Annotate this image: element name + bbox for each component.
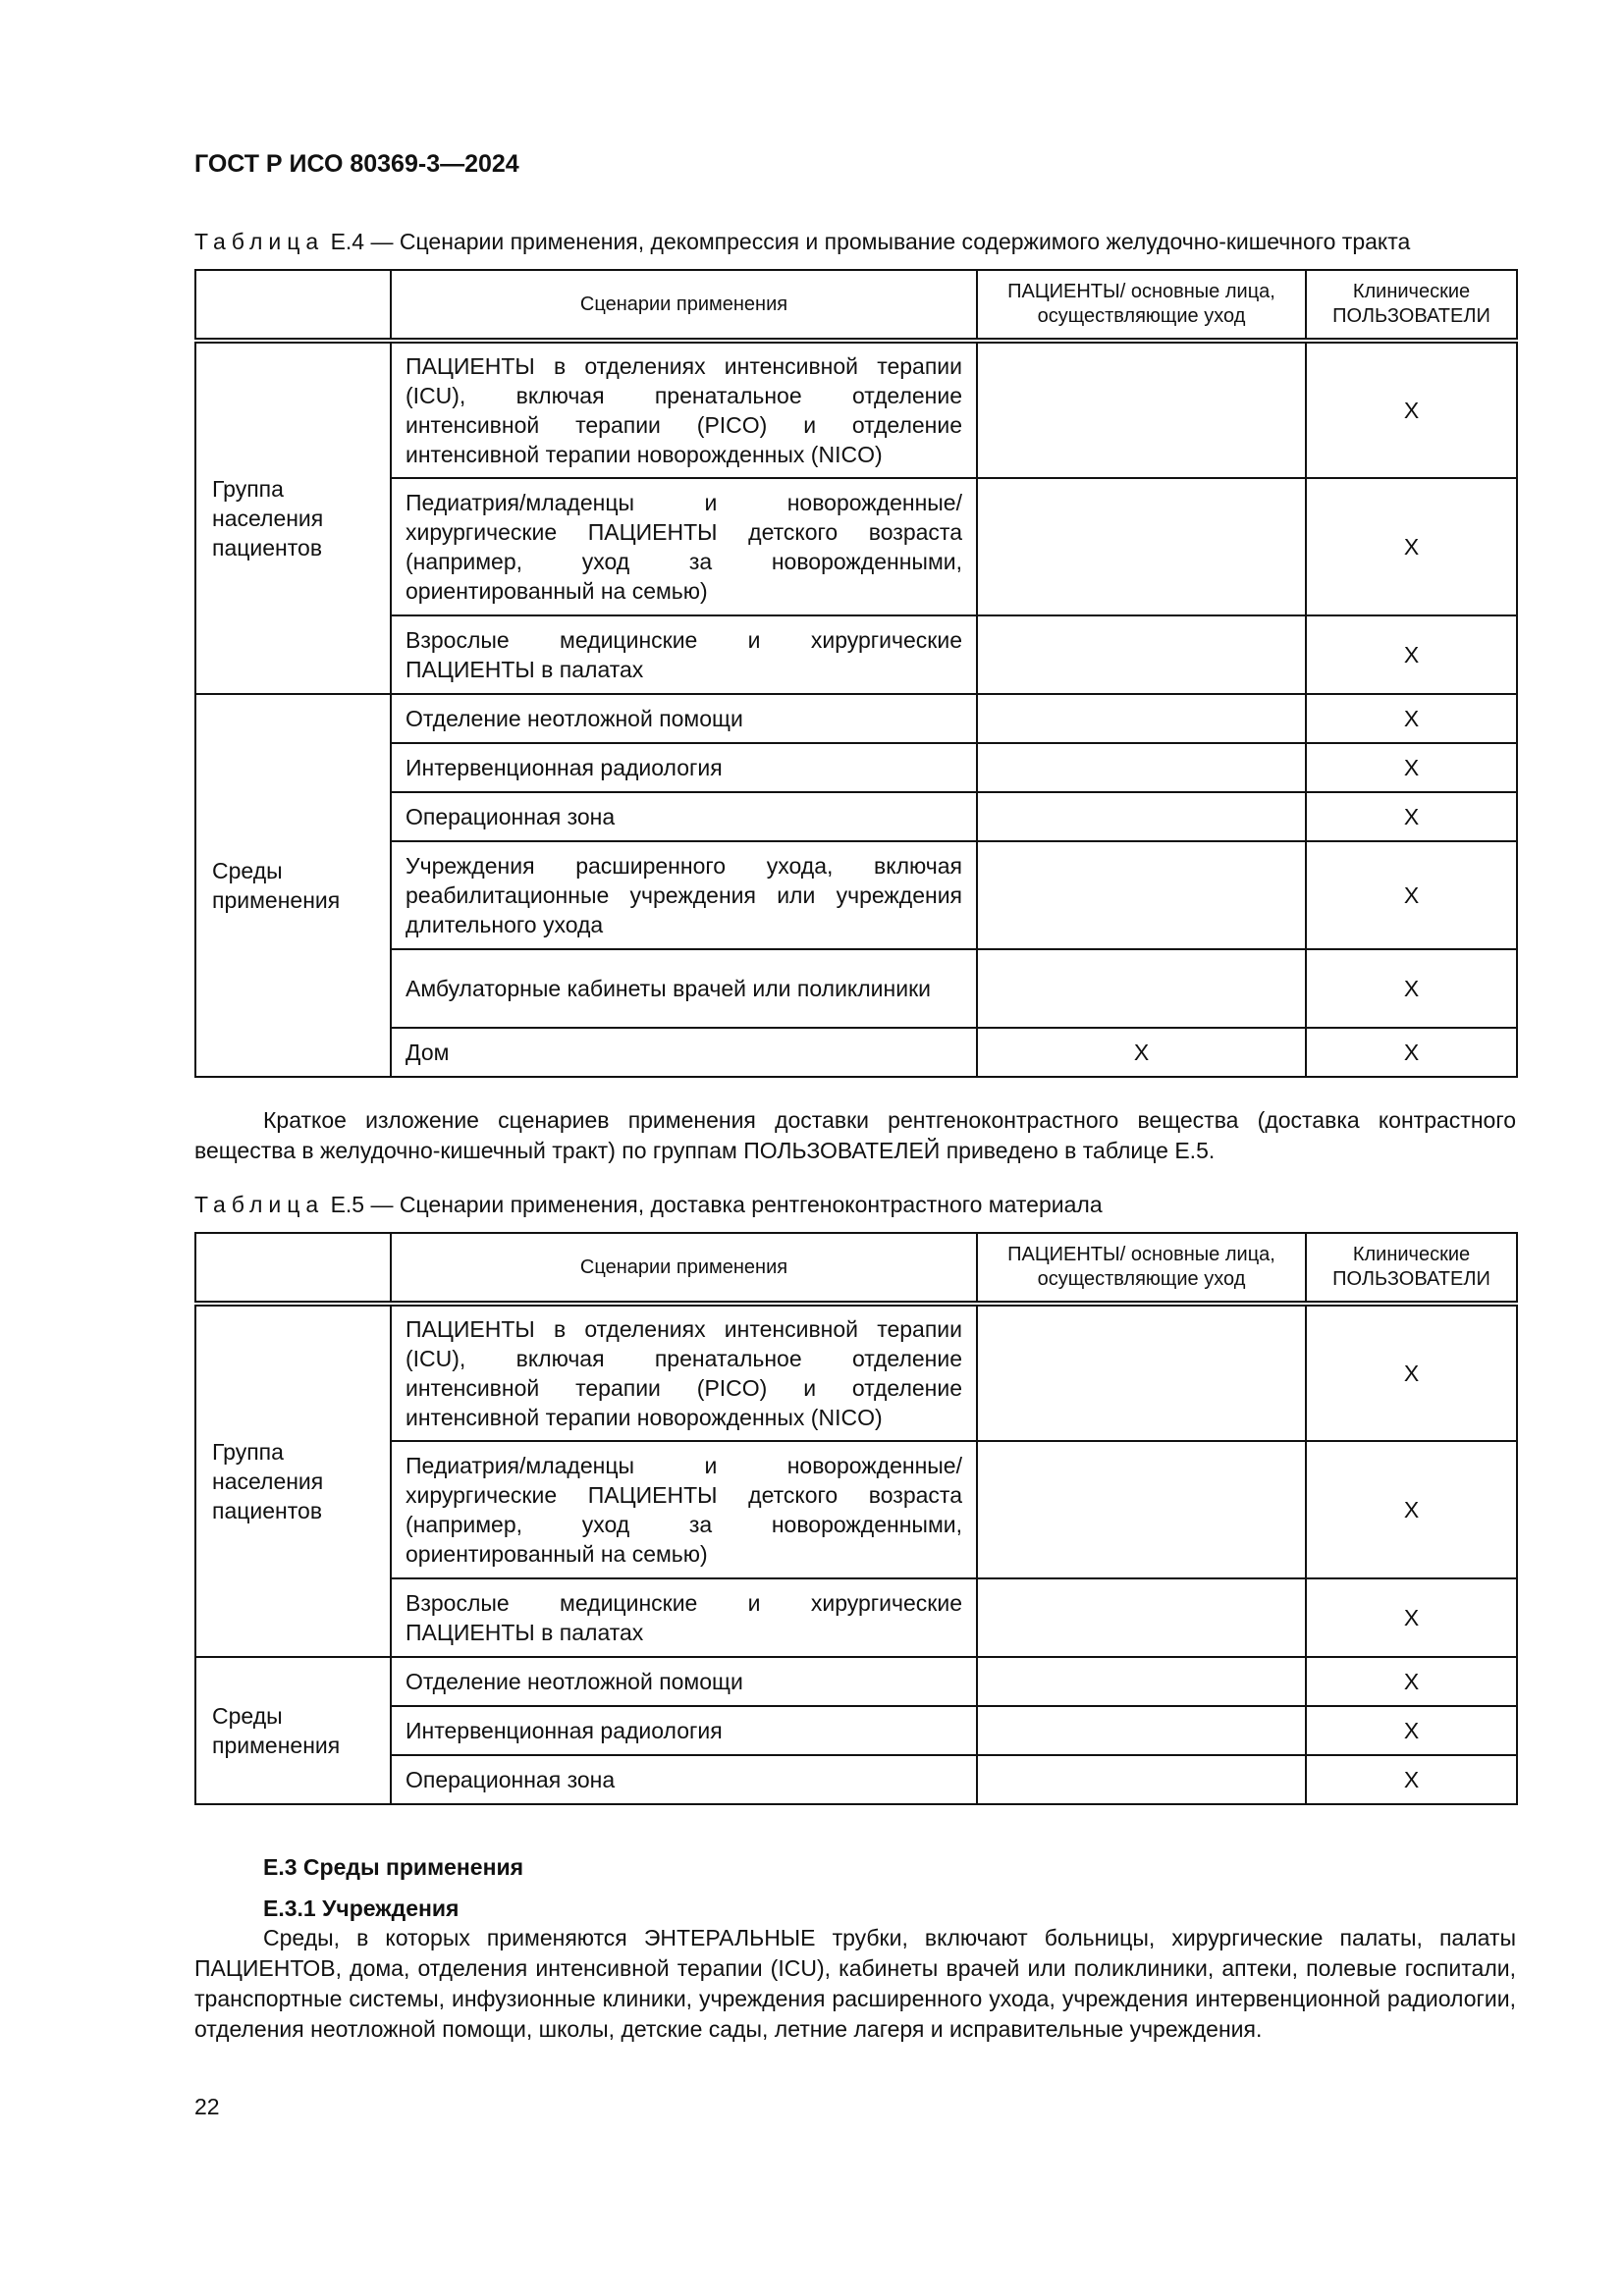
scenario-cell: Отделение неотложной помощи [391, 694, 977, 743]
patients-mark [977, 1304, 1306, 1441]
header-patients: ПАЦИЕНТЫ/ основные лица, осуществляющие уход [977, 270, 1306, 341]
clinical-mark: X [1306, 615, 1517, 694]
section-e31-body [194, 1923, 1516, 2045]
clinical-mark: X [1306, 341, 1517, 478]
table-row [195, 1706, 1517, 1755]
scenario-cell: Педиатрия/младенцы и новорожденные/ хирургические ПАЦИЕНТЫ детского возраста (например, уход за новорожденными, ориентированный на семью) [391, 1441, 977, 1578]
section-e31-body-text: Среды, в которых применяются ЭНТЕРАЛЬНЫЕ трубки, включают больницы, хирургические палаты, палаты ПАЦИЕНТОВ, дома, отделения интенсивной терапии (ICU), кабинеты врачей или поликлиники, аптеки, полевые госпитали, транспортные системы, инфузионные клиники, учреждения расширенного ухода, учреждения интервенционной радиологии, отделения неотложной помощи, школы, детские сады, летние лагеря и исправительные учреждения. [194, 1925, 1516, 2042]
clinical-mark: X [1306, 1706, 1517, 1755]
table-row [195, 694, 1517, 743]
patients-mark [977, 615, 1306, 694]
patients-mark [977, 478, 1306, 615]
clinical-mark: X [1306, 949, 1517, 1028]
clinical-mark: X [1306, 694, 1517, 743]
table-row [195, 1657, 1517, 1706]
clinical-mark: X [1306, 1578, 1517, 1657]
clinical-mark: X [1306, 1304, 1517, 1441]
scenario-cell: Взрослые медицинские и хирургические ПАЦИЕНТЫ в палатах [391, 1578, 977, 1657]
scenario-cell: Интервенционная радиология [391, 1706, 977, 1755]
summary-paragraph-text: Краткое изложение сценариев применения доставки рентгеноконтрастного вещества (доставка контрастного вещества в желудочно-кишечный тракт) по группам ПОЛЬЗОВАТЕЛЕЙ приведено в таблице Е.5. [194, 1107, 1516, 1163]
group-population: Группа населения пациентов [195, 341, 391, 694]
table-e4-caption-prefix: Таблица [194, 229, 325, 254]
table-e4-caption [194, 229, 1410, 255]
header-empty-cell [195, 270, 391, 341]
group-population: Группа населения пациентов [195, 1304, 391, 1657]
patients-mark [977, 1755, 1306, 1804]
scenario-cell: Дом [391, 1028, 977, 1077]
table-e4 [194, 269, 1518, 1078]
clinical-mark: X [1306, 743, 1517, 792]
table-e5-caption-text: Е.5 — Сценарии применения, доставка рентгеноконтрастного материала [324, 1192, 1103, 1217]
header-clinical-users: Клинические ПОЛЬЗОВАТЕЛИ [1306, 270, 1517, 341]
table-row [195, 1578, 1517, 1657]
table-row [195, 1755, 1517, 1804]
clinical-mark: X [1306, 1657, 1517, 1706]
scenario-cell: Отделение неотложной помощи [391, 1657, 977, 1706]
scenario-cell: Операционная зона [391, 792, 977, 841]
header-scenarios: Сценарии применения [391, 1233, 977, 1304]
scenario-cell: Педиатрия/младенцы и новорожденные/ хирургические ПАЦИЕНТЫ детского возраста (например, уход за новорожденными, ориентированный на семью) [391, 478, 977, 615]
table-e4-caption-text: Е.4 — Сценарии применения, декомпрессия и промывание содержимого желудочно-кишечного тракта [324, 229, 1411, 254]
scenario-cell: Интервенционная радиология [391, 743, 977, 792]
table-row [195, 949, 1517, 1028]
table-e5 [194, 1232, 1518, 1805]
section-e31-heading: Е.3.1 Учреждения [263, 1896, 460, 1921]
clinical-mark: X [1306, 1755, 1517, 1804]
header-scenarios: Сценарии применения [391, 270, 977, 341]
clinical-mark: X [1306, 478, 1517, 615]
scenario-cell: Учреждения расширенного ухода, включая реабилитационные учреждения или учреждения длительного ухода [391, 841, 977, 949]
table-row [195, 1028, 1517, 1077]
header-clinical-users: Клинические ПОЛЬЗОВАТЕЛИ [1306, 1233, 1517, 1304]
clinical-mark: X [1306, 1028, 1517, 1077]
table-row [195, 743, 1517, 792]
clinical-mark: X [1306, 792, 1517, 841]
patients-mark [977, 341, 1306, 478]
group-environments: Среды применения [195, 694, 391, 1077]
table-header-row [195, 270, 1517, 341]
clinical-mark: X [1306, 1441, 1517, 1578]
table-row [195, 1304, 1517, 1441]
clinical-mark: X [1306, 841, 1517, 949]
table-row [195, 1441, 1517, 1578]
header-patients: ПАЦИЕНТЫ/ основные лица, осуществляющие уход [977, 1233, 1306, 1304]
patients-mark [977, 841, 1306, 949]
header-empty-cell [195, 1233, 391, 1304]
patients-mark [977, 1441, 1306, 1578]
table-row [195, 615, 1517, 694]
section-e3-heading: Е.3 Среды применения [263, 1854, 524, 1880]
scenario-cell: Амбулаторные кабинеты врачей или поликлиники [391, 949, 977, 1028]
patients-mark [977, 694, 1306, 743]
patients-mark [977, 1706, 1306, 1755]
table-row [195, 792, 1517, 841]
patients-mark: X [977, 1028, 1306, 1077]
patients-mark [977, 792, 1306, 841]
scenario-cell: Операционная зона [391, 1755, 977, 1804]
table-row [195, 841, 1517, 949]
table-header-row [195, 1233, 1517, 1304]
summary-paragraph [194, 1105, 1516, 1166]
patients-mark [977, 743, 1306, 792]
patients-mark [977, 1657, 1306, 1706]
table-row [195, 478, 1517, 615]
patients-mark [977, 949, 1306, 1028]
group-environments: Среды применения [195, 1657, 391, 1804]
page-number: 22 [194, 2094, 220, 2119]
scenario-cell: Взрослые медицинские и хирургические ПАЦИЕНТЫ в палатах [391, 615, 977, 694]
table-row [195, 341, 1517, 478]
patients-mark [977, 1578, 1306, 1657]
table-e5-caption-prefix: Таблица [194, 1192, 325, 1217]
scenario-cell: ПАЦИЕНТЫ в отделениях интенсивной терапии (ICU), включая пренатальное отделение интенсивной терапии (PICO) и отделение интенсивной терапии новорожденных (NICO) [391, 341, 977, 478]
table-e5-caption [194, 1192, 1103, 1218]
document-header: ГОСТ Р ИСО 80369-3—2024 [194, 150, 519, 178]
scenario-cell: ПАЦИЕНТЫ в отделениях интенсивной терапии (ICU), включая пренатальное отделение интенсивной терапии (PICO) и отделение интенсивной терапии новорожденных (NICO) [391, 1304, 977, 1441]
